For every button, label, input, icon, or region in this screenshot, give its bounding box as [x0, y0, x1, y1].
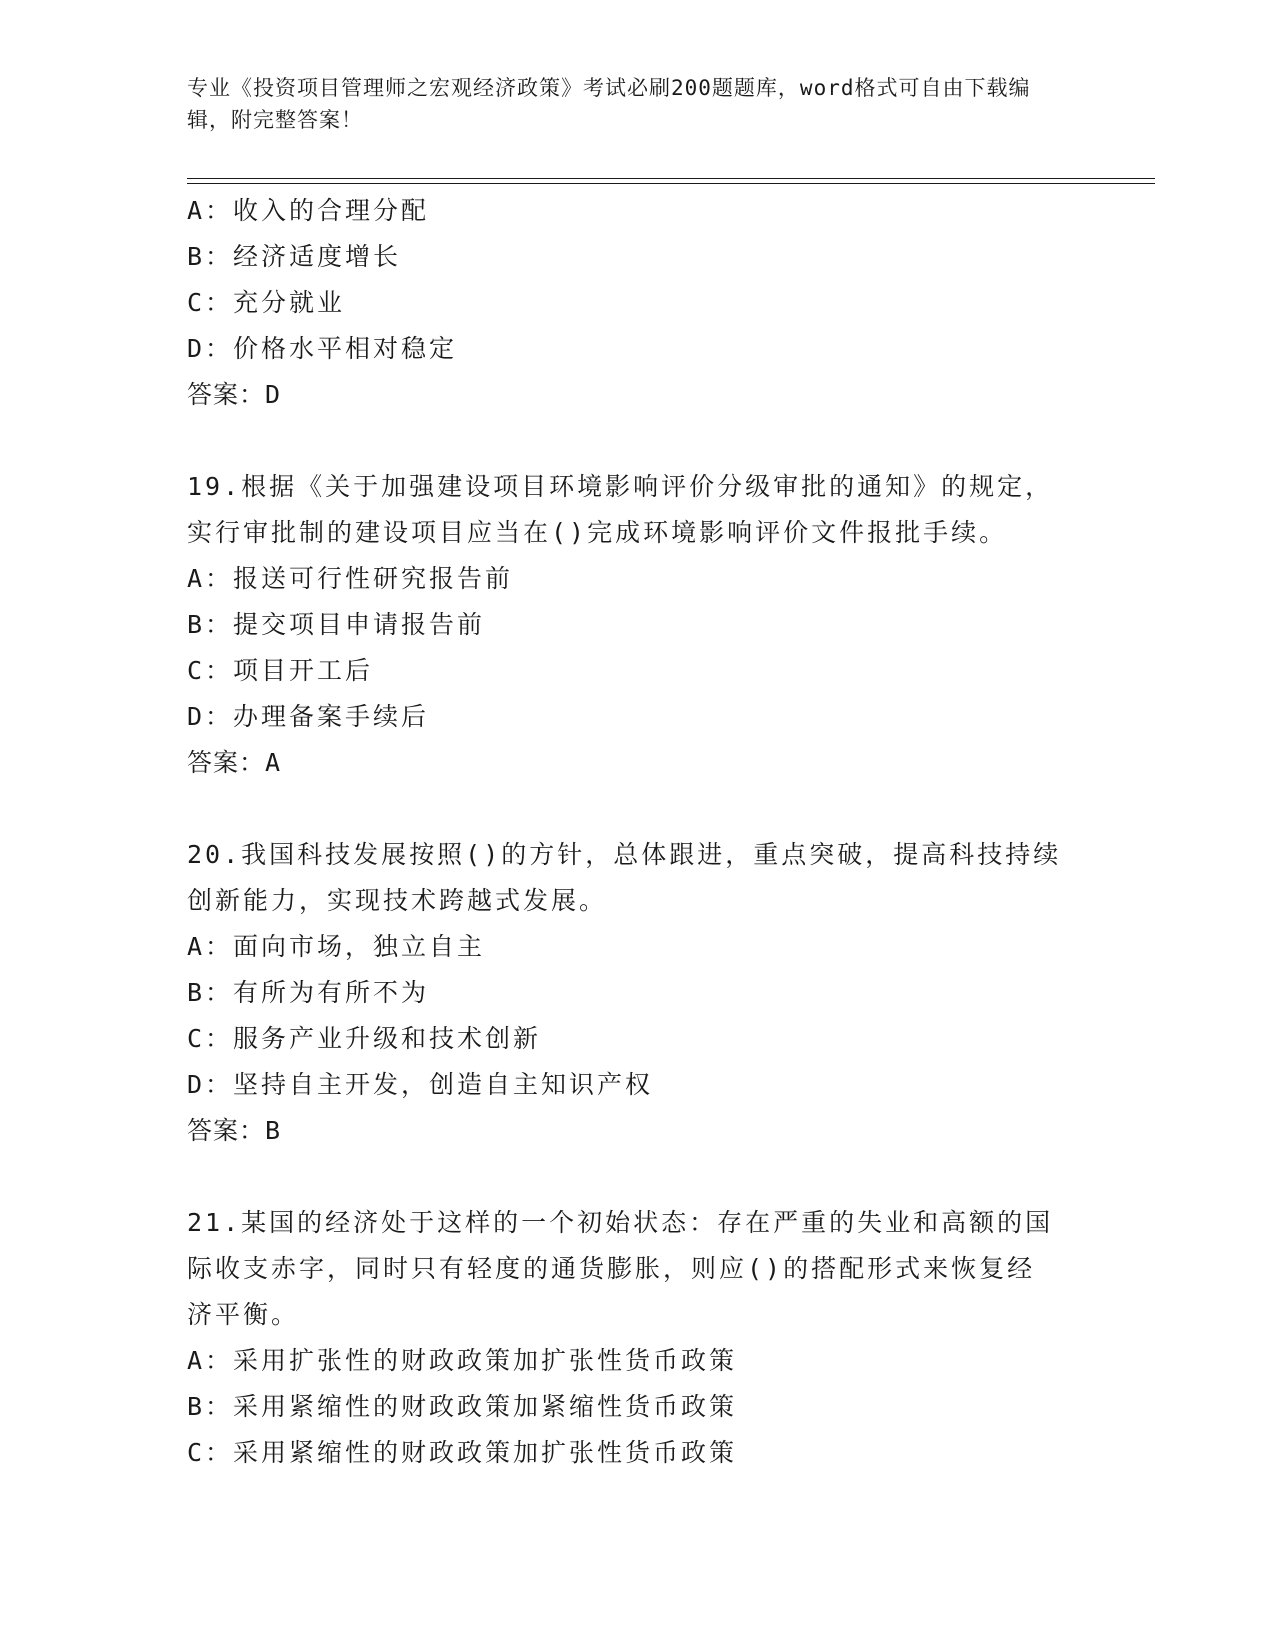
option-c: C：服务产业升级和技术创新	[187, 1024, 542, 1053]
option-b: B：采用紧缩性的财政政策加紧缩性货币政策	[187, 1392, 738, 1421]
header-rule-bottom	[187, 183, 1155, 184]
option-b: B：经济适度增长	[187, 242, 402, 271]
option-d: D：价格水平相对稳定	[187, 334, 458, 363]
question-19	[187, 464, 1087, 786]
question-stem-line-1: 20.我国科技发展按照()的方针，总体跟进，重点突破，提高科技持续	[187, 840, 1062, 869]
spacer	[187, 418, 1087, 464]
option-a: A：报送可行性研究报告前	[187, 564, 514, 593]
question-21	[187, 1200, 1087, 1476]
question-stem-line-2: 创新能力，实现技术跨越式发展。	[187, 886, 608, 915]
spacer	[187, 1154, 1087, 1200]
question-18	[187, 188, 1087, 418]
question-stem-line-1: 19.根据《关于加强建设项目环境影响评价分级审批的通知》的规定，	[187, 472, 1054, 501]
option-a: A：面向市场，独立自主	[187, 932, 486, 961]
answer: 答案：B	[187, 1116, 282, 1145]
option-c: C：充分就业	[187, 288, 346, 317]
answer: 答案：A	[187, 748, 282, 777]
option-a: A：收入的合理分配	[187, 196, 430, 225]
header-rule-top	[187, 178, 1155, 179]
question-stem-line-1: 21.某国的经济处于这样的一个初始状态：存在严重的失业和高额的国	[187, 1208, 1054, 1237]
option-b: B：提交项目申请报告前	[187, 610, 486, 639]
question-20	[187, 832, 1087, 1154]
option-c: C：采用紧缩性的财政政策加扩张性货币政策	[187, 1438, 738, 1467]
option-d: D：坚持自主开发，创造自主知识产权	[187, 1070, 654, 1099]
answer: 答案：D	[187, 380, 282, 409]
option-d: D：办理备案手续后	[187, 702, 430, 731]
option-a: A：采用扩张性的财政政策加扩张性货币政策	[187, 1346, 738, 1375]
spacer	[187, 786, 1087, 832]
question-list	[187, 188, 1087, 1476]
page-header: 专业《投资项目管理师之宏观经济政策》考试必刷200题题库，word格式可自由下载编辑，附完整答案！	[187, 76, 1031, 132]
question-stem-line-2: 实行审批制的建设项目应当在()完成环境影响评价文件报批手续。	[187, 518, 1008, 547]
option-b: B：有所为有所不为	[187, 978, 430, 1007]
option-c: C：项目开工后	[187, 656, 374, 685]
question-stem-line-2: 际收支赤字，同时只有轻度的通货膨胀，则应()的搭配形式来恢复经	[187, 1254, 1036, 1283]
question-stem-line-3: 济平衡。	[187, 1300, 300, 1329]
